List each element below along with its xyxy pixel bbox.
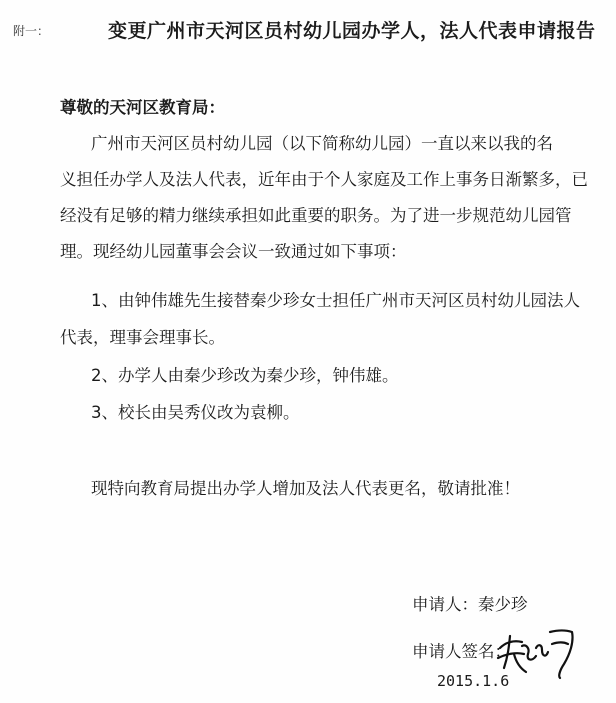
date: 2015.1.6 [437,672,510,690]
paragraph-line: 广州市天河区员村幼儿园（以下简称幼儿园）一直以来以我的名 [91,134,553,153]
list-item-line: 3、校长由吴秀仪改为袁柳。 [91,403,300,422]
salutation: 尊敬的天河区教育局： [60,98,225,117]
closing-statement [60,475,520,499]
paragraph-intro [60,126,588,270]
closing-line: 现特向教育局提出办学人增加及法人代表更名，敬请批准！ [91,479,520,498]
handwritten-signature-icon [492,618,582,680]
list-item [60,394,300,431]
list-item [60,282,580,356]
signature-label: 申请人签名： [412,642,511,661]
list-item-line: 代表，理事会理事长。 [60,328,225,347]
list-item-line: 2、办学人由秦少珍改为秦少珍，钟伟雄。 [91,366,399,385]
paragraph-line: 义担任办学人及法人代表，近年由于个人家庭及工作上事务日渐繁多，已 [60,170,588,189]
document-title: 变更广州市天河区员村幼儿园办学人，法人代表申请报告 [108,20,596,42]
paragraph-line: 经没有足够的精力继续承担如此重要的职务。为了进一步规范幼儿园管 [60,206,572,225]
applicant-name: 申请人：秦少珍 [412,595,528,614]
attachment-label: 附一： [13,24,50,38]
list-item-line: 1、由钟伟雄先生接替秦少珍女士担任广州市天河区员村幼儿园法人 [91,291,580,310]
list-item [60,357,399,394]
paragraph-line: 理。现经幼儿园董事会会议一致通过如下事项： [60,242,407,261]
